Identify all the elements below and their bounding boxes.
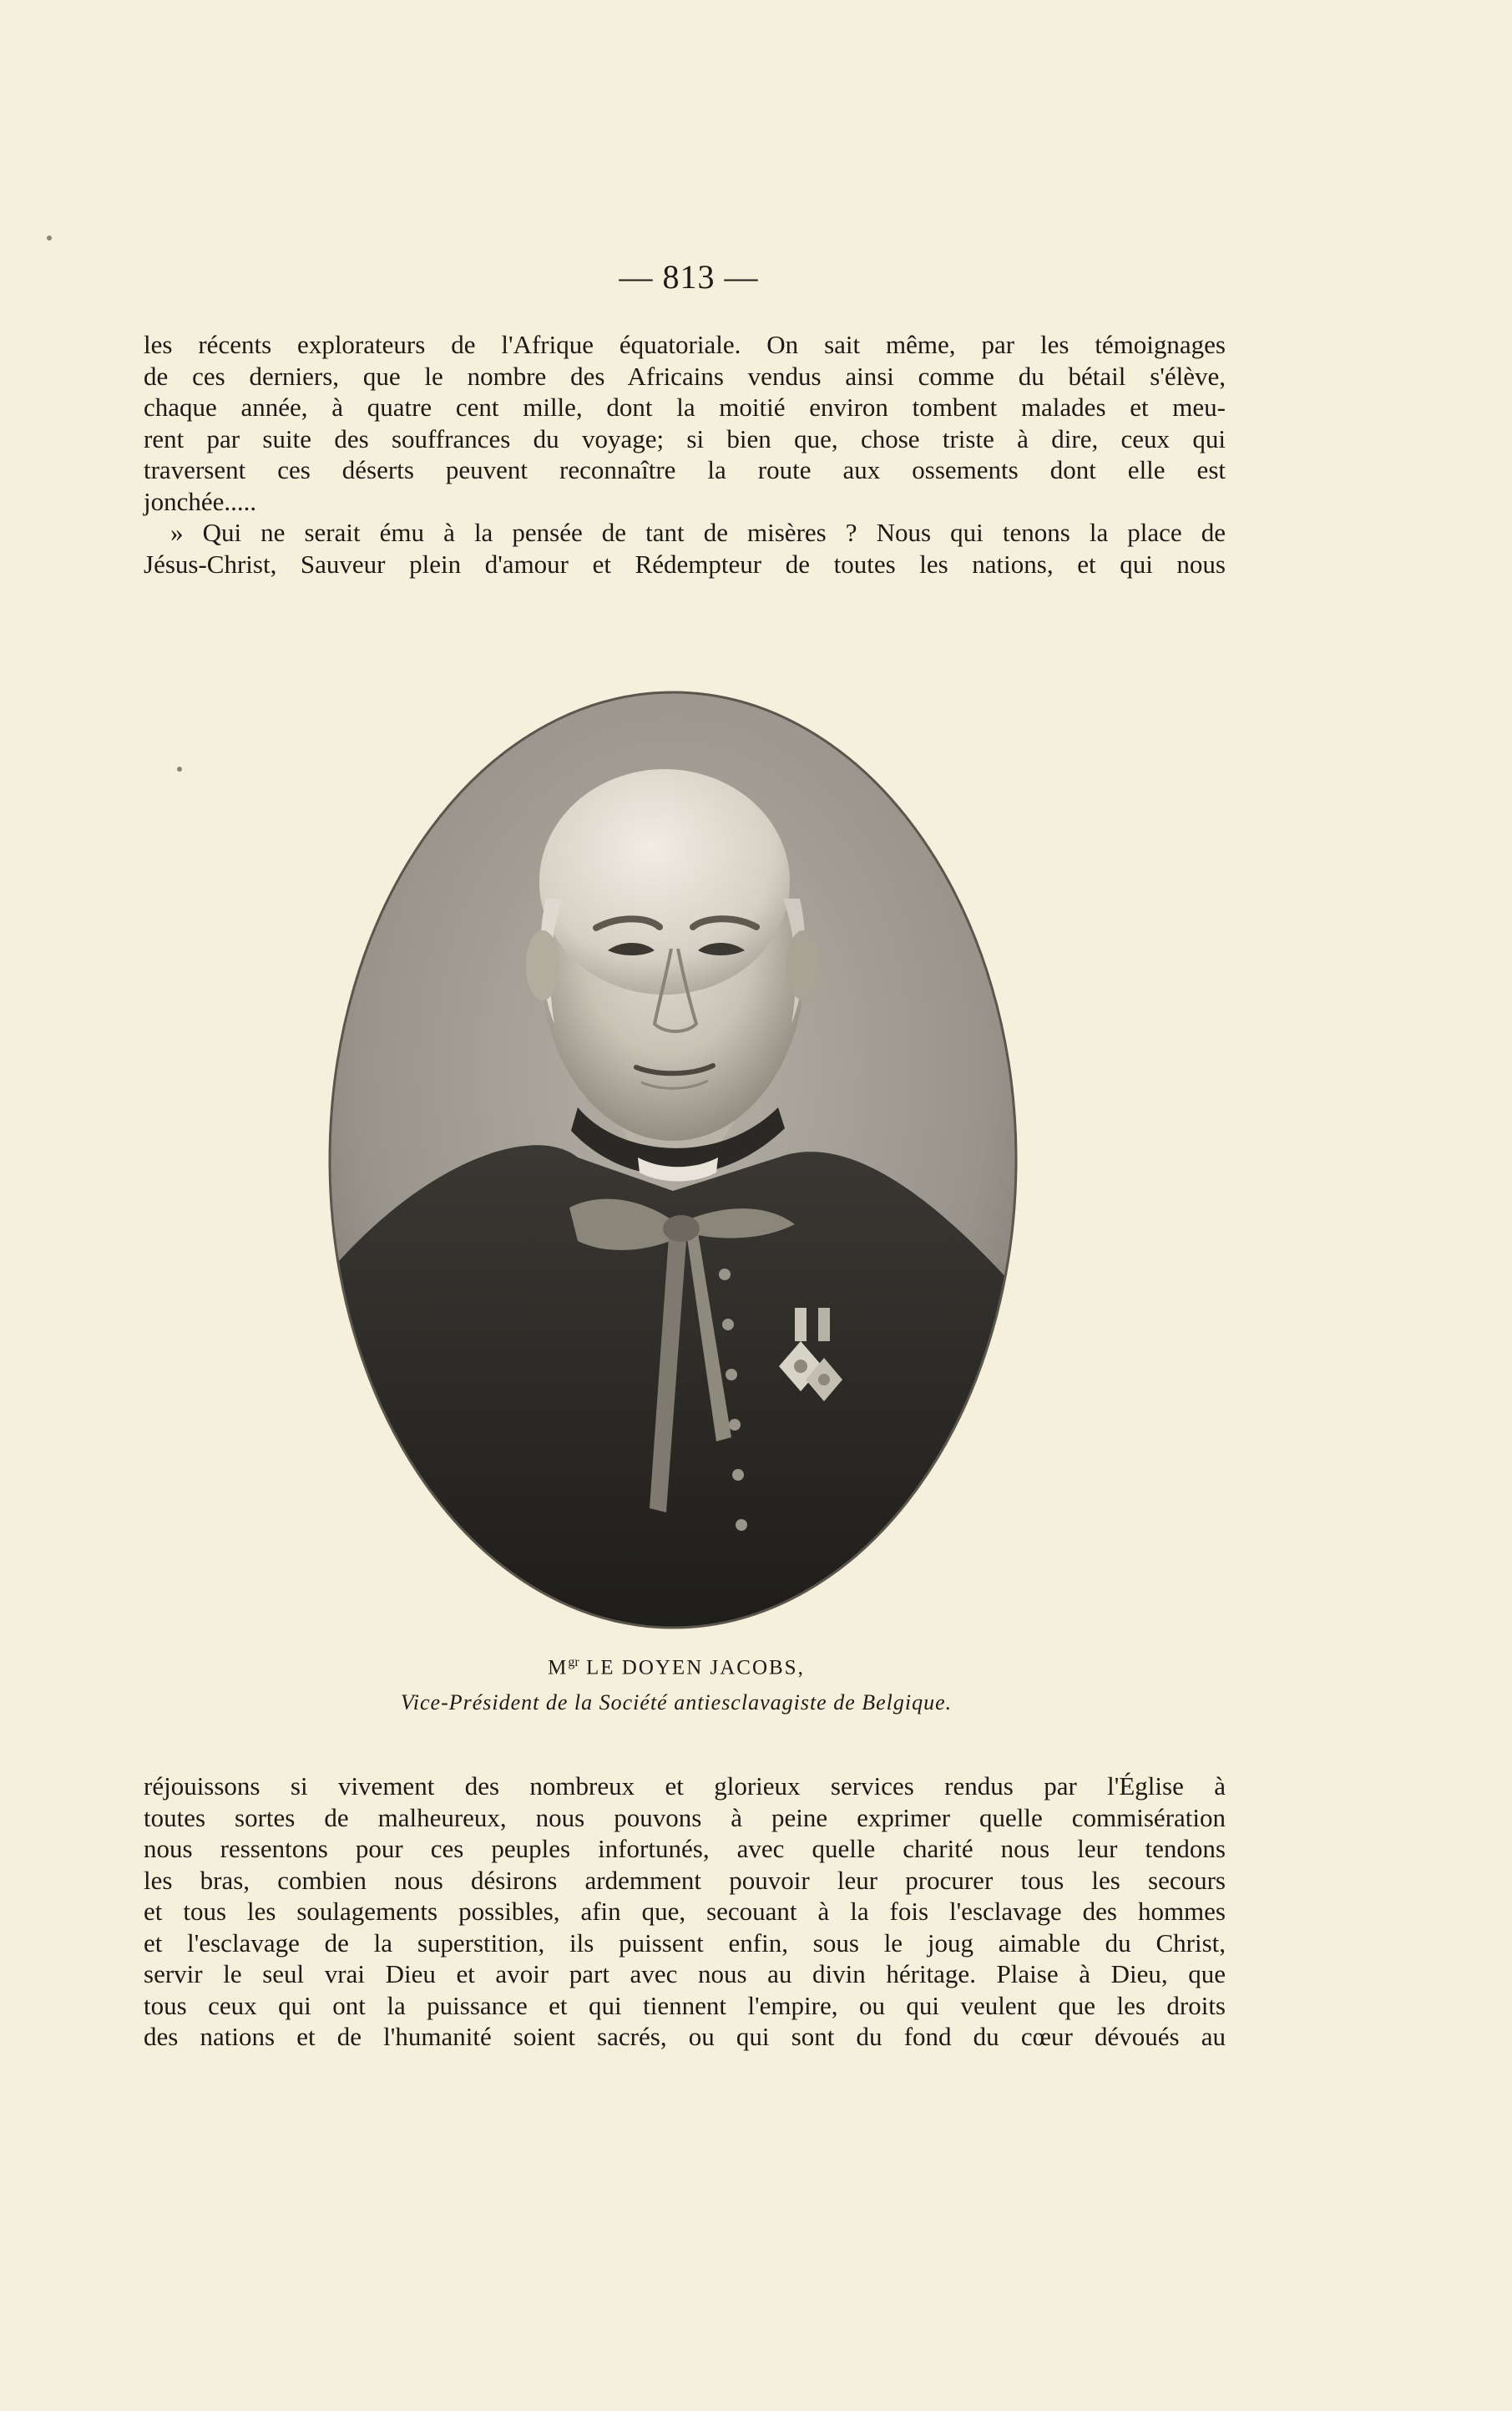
figure-caption-title: Vice-Président de la Société antiesclavagiste de Belgique.	[400, 1690, 953, 1715]
bottom-paragraph	[144, 1770, 1226, 2053]
text-line: rent par suite des souffrances du voyage; si bien que, chose triste à dire, ceux qui	[144, 423, 1226, 453]
text-line: traversent ces déserts peuvent reconnaître la route aux ossements dont elle est	[144, 455, 1226, 484]
text-line: toutes sortes de malheureux, nous pouvons à peine exprimer quelle commisération	[144, 1802, 1226, 1832]
text-line: Jésus-Christ, Sauveur plein d'amour et Rédempteur de toutes les nations, et qui nous	[144, 549, 1226, 579]
figure-caption-name	[0, 1655, 1353, 1679]
page-number: — 813 —	[619, 258, 759, 296]
text-line: tous ceux qui ont la puissance et qui tiennent l'empire, ou qui veulent que les droits	[144, 1990, 1226, 2020]
top-paragraph	[144, 329, 1226, 580]
text-line: de ces derniers, que le nombre des Africains vendus ainsi comme du bétail s'élève,	[144, 361, 1226, 391]
portrait-photograph	[327, 690, 1019, 1630]
text-line: les récents explorateurs de l'Afrique équatoriale. On sait même, par les témoignages	[144, 330, 1226, 359]
portrait-oval	[327, 690, 1019, 1630]
paper-speck	[47, 236, 52, 241]
text-line: chaque année, à quatre cent mille, dont la moitié environ tombent malades et meu-	[144, 393, 1226, 422]
caption-name-prefix: M	[548, 1656, 569, 1679]
paper-speck	[177, 767, 182, 772]
text-line: réjouissons si vivement des nombreux et glorieux services rendus par l'Église à	[144, 1771, 1226, 1801]
text-line: et l'esclavage de la superstition, ils puissent enfin, sous le joug aimable du Christ,	[144, 1927, 1226, 1958]
text-line: servir le seul vrai Dieu et avoir part avec nous au divin héritage. Plaise à Dieu, que	[144, 1959, 1226, 1988]
text-line: les bras, combien nous désirons ardemment pouvoir leur procurer tous les secours	[144, 1865, 1226, 1895]
text-line: des nations et de l'humanité soient sacrés, ou qui sont du fond du cœur dévoués au	[144, 2022, 1226, 2051]
text-line: jonchée.....	[144, 486, 257, 516]
text-line: » Qui ne serait ému à la pensée de tant de misères ? Nous qui tenons la place de	[170, 518, 1226, 547]
text-line: et tous les soulagements possibles, afin que, secouant à la fois l'esclavage des hommes	[144, 1897, 1226, 1926]
caption-name-text: LE DOYEN JACOBS,	[579, 1656, 805, 1679]
caption-name-superscript: gr	[568, 1655, 579, 1669]
text-line: nous ressentons pour ces peuples infortunés, avec quelle charité nous leur tendons	[144, 1834, 1226, 1863]
